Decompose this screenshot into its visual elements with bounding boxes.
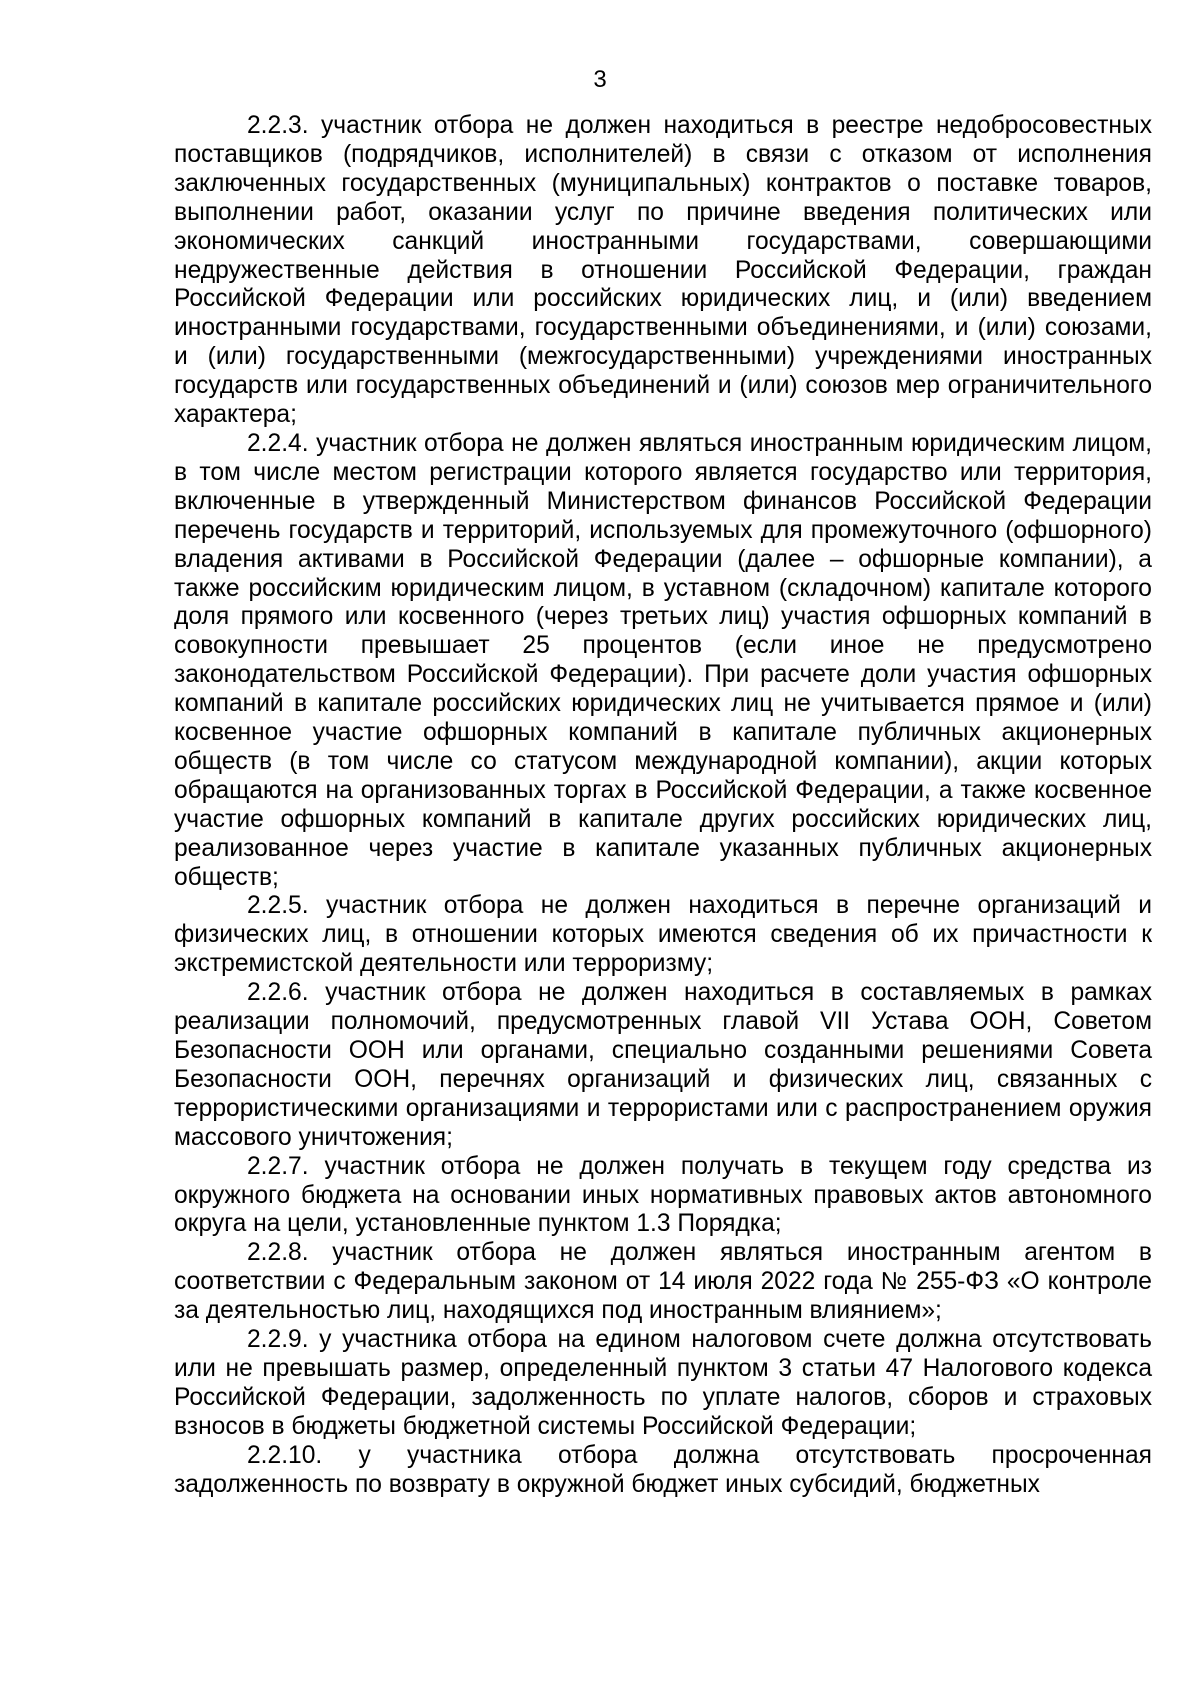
paragraph-2-2-4: 2.2.4. участник отбора не должен являться иностранным юридическим лицом, в том числе местом регистрации которого является государство или территория, включенные в утвержденный Министерством финансов Российской Федерации перечень государств и территорий, используемых для промежуточного (офшорного) владения активами в Российской Федерации (далее – офшорные компании), а также российским юридическим лицом, в уставном (складочном) капитале которого доля прямого или косвенного (через третьих лиц) участия офшорных компаний в совокупности превышает 25 процентов (если иное не предусмотрено законодательством Российской Федерации). При расчете доли участия офшорных компаний в капитале российских юридических лиц не учитывается прямое и (или) косвенное участие офшорных компаний в капитале публичных акционерных обществ (в том числе со статусом международной компании), акции которых обращаются на организованных торгах в Российской Федерации, а также косвенное участие офшорных компаний в капитале других российских юридических лиц, реализованное через участие в капитале указанных публичных акционерных обществ;: [174, 429, 1152, 891]
paragraph-2-2-10: 2.2.10. у участника отбора должна отсутствовать просроченная задолженность по возврату в окружной бюджет иных субсидий, бюджетных: [174, 1441, 1152, 1498]
paragraph-2-2-3: 2.2.3. участник отбора не должен находиться в реестре недобросовестных поставщиков (подрядчиков, исполнителей) в связи с отказом от исполнения заключенных государственных (муниципальных) контрактов о поставке товаров, выполнении работ, оказании услуг по причине введения политических или экономических санкций иностранными государствами, совершающими недружественные действия в отношении Российской Федерации, граждан Российской Федерации или российских юридических лиц, и (или) введением иностранными государствами, государственными объединениями, и (или) союзами, и (или) государственными (межгосударственными) учреждениями иностранных государств или государственных объединений и (или) союзов мер ограничительного характера;: [174, 112, 1152, 429]
paragraph-2-2-6: 2.2.6. участник отбора не должен находиться в составляемых в рамках реализации полномочий, предусмотренных главой VII Устава ООН, Советом Безопасности ООН или органами, специально созданными решениями Совета Безопасности ООН, перечнях организаций и физических лиц, связанных с террористическими организациями и террористами или с распространением оружия массового уничтожения;: [174, 979, 1152, 1151]
paragraph-2-2-7: 2.2.7. участник отбора не должен получать в текущем году средства из окружного бюджета на основании иных нормативных правовых актов автономного округа на цели, установленные пунктом 1.3 Порядка;: [174, 1152, 1152, 1238]
paragraph-2-2-5: 2.2.5. участник отбора не должен находиться в перечне организаций и физических лиц, в отношении которых имеются сведения об их причастности к экстремистской деятельности или терроризму;: [174, 892, 1152, 978]
page-number: 3: [593, 66, 607, 93]
paragraph-2-2-9: 2.2.9. у участника отбора на едином налоговом счете должна отсутствовать или не превышать размер, определенный пунктом 3 статьи 47 Налогового кодекса Российской Федерации, задолженность по уплате налогов, сборов и страховых взносов в бюджеты бюджетной системы Российской Федерации;: [174, 1326, 1152, 1440]
document-body: [174, 112, 1152, 1500]
paragraph-2-2-8: 2.2.8. участник отбора не должен являться иностранным агентом в соответствии с Федеральным законом от 14 июля 2022 года № 255-ФЗ «О контроле за деятельностью лиц, находящихся под иностранным влиянием»;: [174, 1239, 1152, 1325]
